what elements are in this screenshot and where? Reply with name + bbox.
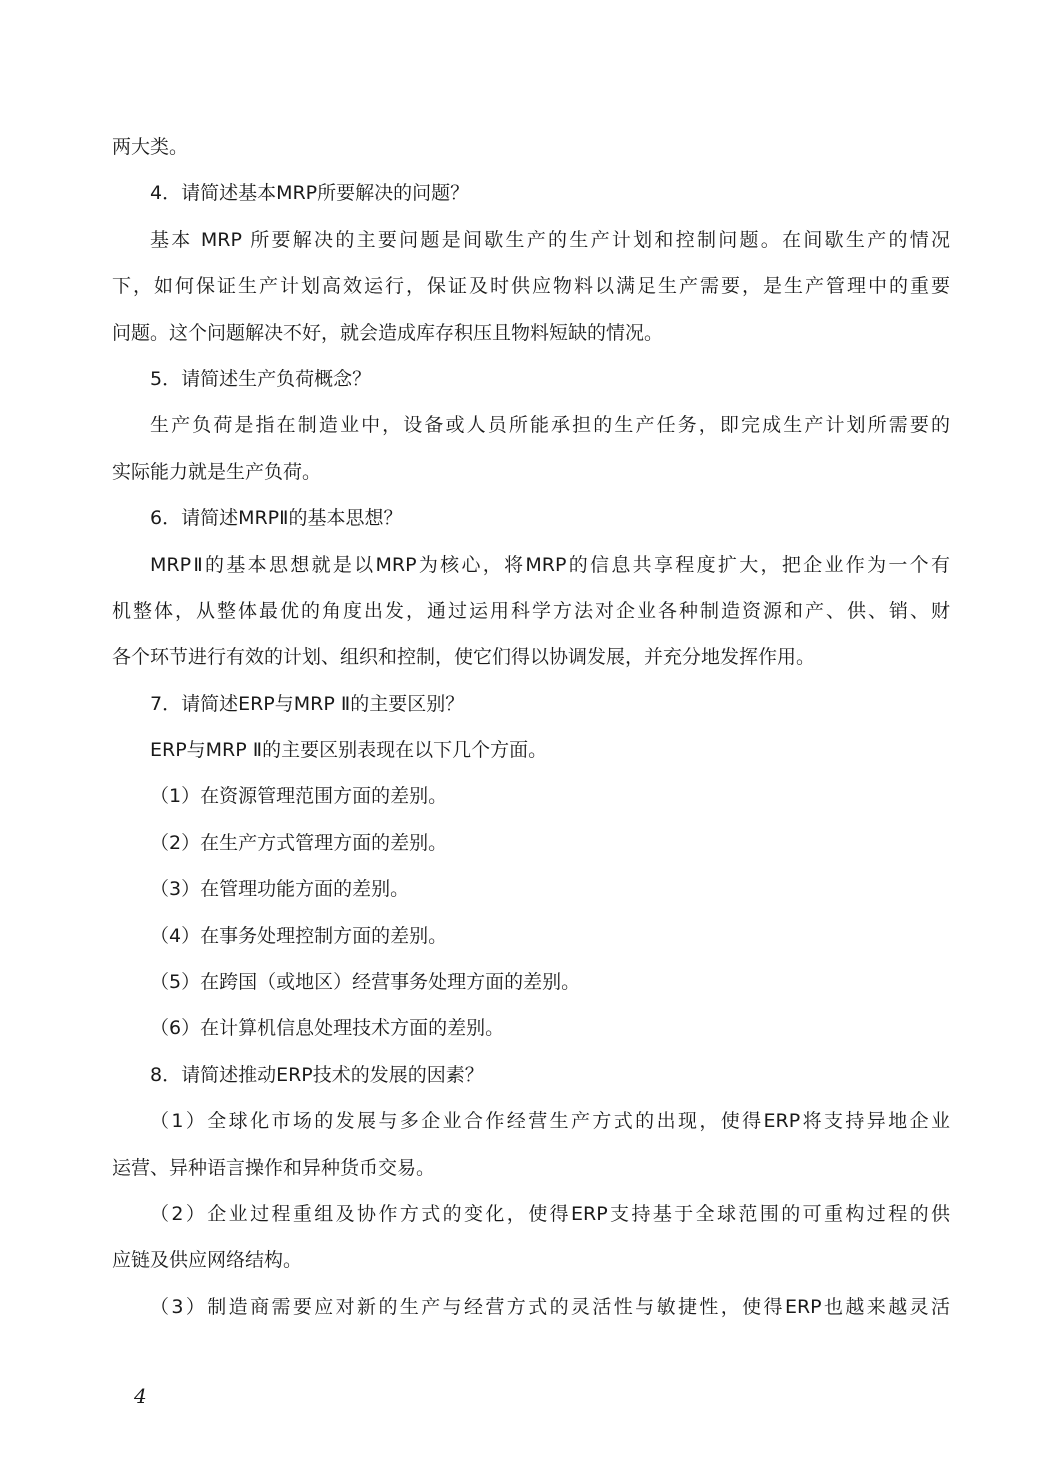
question-heading: 4．请简述基本MRP所要解决的问题？ [150, 182, 470, 205]
text-line: 基本 MRP 所要解决的主要问题是间歇生产的生产计划和控制问题。在间歇生产的情况 [150, 228, 950, 251]
text-line: MRPⅡ的基本思想就是以MRP为核心，将MRP的信息共享程度扩大，把企业作为一个有 [150, 553, 950, 576]
text-line: 应链及供应网络结构。 [112, 1249, 303, 1272]
text-line: 机整体，从整体最优的角度出发，通过运用科学方法对企业各种制造资源和产、供、销、财 [112, 599, 950, 622]
text-line: 问题。这个问题解决不好，就会造成库存积压且物料短缺的情况。 [112, 321, 664, 344]
text-line: 生产负荷是指在制造业中，设备或人员所能承担的生产任务，即完成生产计划所需要的 [150, 414, 950, 437]
list-item: （1）全球化市场的发展与多企业合作经营生产方式的出现，使得ERP将支持异地企业 [150, 1110, 950, 1133]
question-heading: 6．请简述MRPⅡ的基本思想？ [150, 507, 403, 530]
text-line: 实际能力就是生产负荷。 [112, 460, 322, 483]
text-line: ERP与MRP Ⅱ的主要区别表现在以下几个方面。 [150, 739, 548, 762]
text-line: 下，如何保证生产计划高效运行，保证及时供应物料以满足生产需要，是生产管理中的重要 [112, 275, 950, 298]
text-line: 运营、异种语言操作和异种货币交易。 [112, 1156, 436, 1179]
question-heading: 8．请简述推动ERP技术的发展的因素？ [150, 1063, 484, 1086]
text-line: 两大类。 [112, 136, 189, 158]
list-item: （4）在事务处理控制方面的差别。 [150, 924, 448, 947]
list-item: （2）在生产方式管理方面的差别。 [150, 831, 448, 854]
question-heading: 7．请简述ERP与MRP Ⅱ的主要区别？ [150, 692, 465, 715]
body-text [112, 124, 950, 1330]
list-item: （5）在跨国（或地区）经营事务处理方面的差别。 [150, 971, 581, 994]
list-item: （3）制造商需要应对新的生产与经营方式的灵活性与敏捷性，使得ERP也越来越灵活 [150, 1295, 950, 1318]
question-heading: 5．请简述生产负荷概念？ [150, 367, 372, 390]
text-line: 各个环节进行有效的计划、组织和控制，使它们得以协调发展，并充分地发挥作用。 [112, 646, 816, 669]
list-item: （6）在计算机信息处理技术方面的差别。 [150, 1017, 505, 1040]
list-item: （1）在资源管理范围方面的差别。 [150, 785, 448, 808]
list-item: （2）企业过程重组及协作方式的变化，使得ERP支持基于全球范围的可重构过程的供 [150, 1202, 950, 1225]
page-number: 4 [134, 1384, 147, 1408]
list-item: （3）在管理功能方面的差别。 [150, 878, 410, 901]
